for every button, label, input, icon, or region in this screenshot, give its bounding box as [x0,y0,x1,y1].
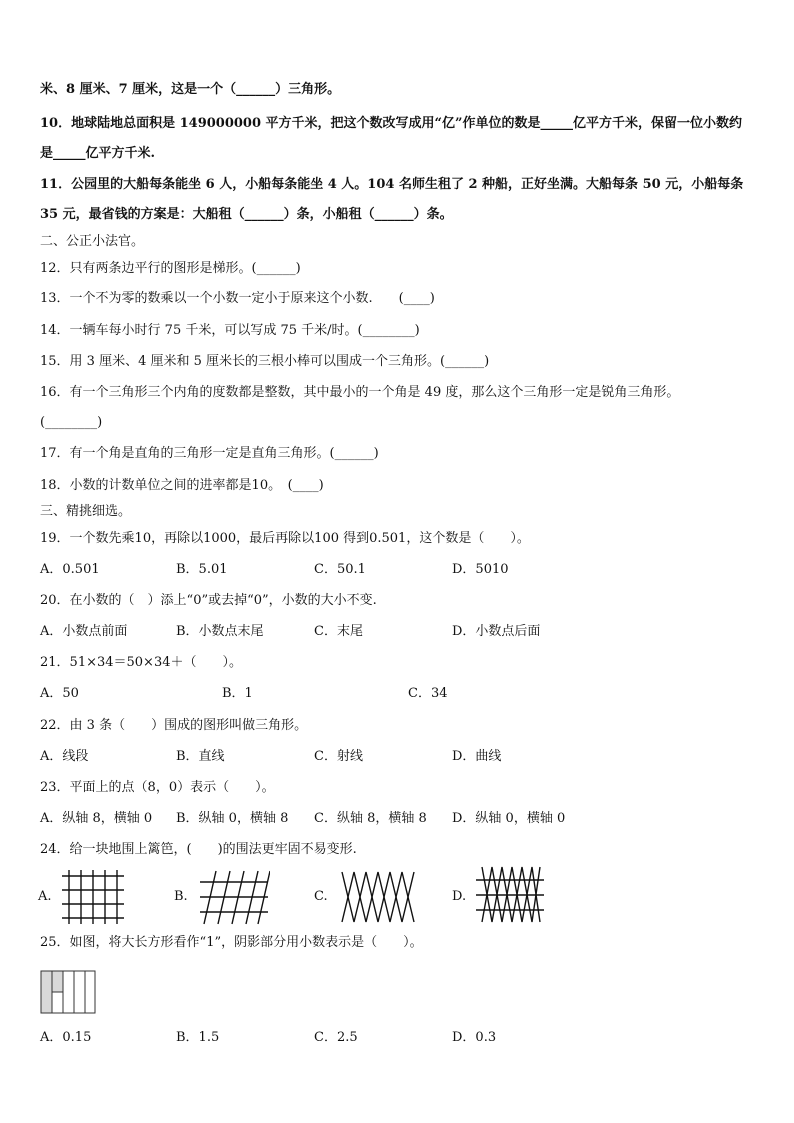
q20-options [40,624,760,640]
q12: 12．只有两条边平行的图形是梯形。(______) [40,261,301,276]
q18: 18．小数的计数单位之间的进率都是10。 (____) [40,478,324,493]
q24-option-b[interactable]: B. [174,889,188,904]
q13: 13．一个不为零的数乘以一个小数一定小于原来这个小数. (____) [40,291,435,306]
q21-option-c[interactable]: C．34 [408,686,448,701]
q23-options [40,811,760,827]
q20-option-b[interactable]: B．小数点末尾 [176,624,264,639]
q21-option-b[interactable]: B．1 [222,686,253,701]
q16-line2: (________) [40,415,103,430]
q25-option-a[interactable]: A．0.15 [40,1030,92,1045]
q14: 14．一辆车每小时行 75 千米，可以写成 75 千米/时。(________) [40,323,420,338]
q21-option-a[interactable]: A．50 [40,686,79,701]
q23-option-d[interactable]: D．纵轴 0，横轴 0 [452,811,566,826]
q17: 17．有一个角是直角的三角形一定是直角三角形。(______) [40,446,379,461]
shaded-rectangle-figure [40,970,96,1014]
q19-options [40,562,760,578]
q20-option-c[interactable]: C．末尾 [314,624,363,639]
q24-option-d[interactable]: D. [452,889,467,904]
q19: 19．一个数先乘10，再除以1000，最后再除以100 得到0.501，这个数是（ ）。 [40,531,530,546]
q25-options [40,1030,760,1046]
fence-crossed-figure[interactable] [474,864,546,926]
fence-slanted-figure[interactable] [198,868,270,926]
q23: 23．平面上的点（8，0）表示（ ）。 [40,780,275,795]
q25: 25．如图，将大长方形看作“1”，阴影部分用小数表示是（ ）。 [40,935,423,950]
q19-option-b[interactable]: B．5.01 [176,562,228,577]
q19-option-c[interactable]: C．50.1 [314,562,366,577]
q20: 20．在小数的（ ）添上“0”或去掉“0”，小数的大小不变. [40,593,377,608]
q25-option-b[interactable]: B．1.5 [176,1030,220,1045]
fence-grid-figure[interactable] [60,868,126,926]
q21: 21．51×34＝50×34＋（ ）。 [40,655,242,670]
q20-option-a[interactable]: A．小数点前面 [40,624,128,639]
q24-option-c[interactable]: C. [314,889,328,904]
q23-option-c[interactable]: C．纵轴 8，横轴 8 [314,811,427,826]
q23-option-b[interactable]: B．纵轴 0，横轴 8 [176,811,289,826]
q22-option-a[interactable]: A．线段 [40,749,89,764]
q22-option-b[interactable]: B．直线 [176,749,225,764]
q25-option-c[interactable]: C．2.5 [314,1030,358,1045]
q19-option-d[interactable]: D．5010 [452,562,509,577]
q16-line1: 16．有一个三角形三个内角的度数都是整数，其中最小的一个角是 49 度，那么这个三角形一定是锐角三角形。 [40,385,680,400]
q10-line2: 是_____亿平方千米. [40,146,156,161]
q25-option-d[interactable]: D．0.3 [452,1030,497,1045]
q24-option-a[interactable]: A. [38,889,52,904]
q23-option-a[interactable]: A．纵轴 8，横轴 0 [40,811,153,826]
fence-zigzag-figure[interactable] [338,868,422,926]
q11-line2: 35 元，最省钱的方案是：大船租（______）条，小船租（______）条。 [40,207,453,222]
q22-options [40,749,760,765]
q24: 24．给一块地围上篱笆，( )的围法更牢固不易变形. [40,842,357,857]
q15: 15．用 3 厘米、4 厘米和 5 厘米长的三根小棒可以围成一个三角形。(______) [40,354,490,369]
q22: 22．由 3 条（ ）围成的图形叫做三角形。 [40,718,308,733]
q9-tail: 米、8 厘米、7 厘米，这是一个（______）三角形。 [40,82,341,97]
q22-option-d[interactable]: D．曲线 [452,749,502,764]
q22-option-c[interactable]: C．射线 [314,749,363,764]
q10-line1: 10．地球陆地总面积是 149000000 平方千米，把这个数改写成用“亿”作单位的数是_____亿平方千米，保留一位小数约 [40,116,743,131]
section-3-heading: 三、精挑细选。 [40,504,132,519]
q21-options [40,686,760,702]
q11-line1: 11．公园里的大船每条能坐 6 人，小船每条能坐 4 人。104 名师生租了 2 种船，正好坐满。大船每条 50 元，小船每条 [40,177,744,192]
q19-option-a[interactable]: A．0.501 [40,562,100,577]
section-2-heading: 二、公正小法官。 [40,234,145,249]
q20-option-d[interactable]: D．小数点后面 [452,624,541,639]
